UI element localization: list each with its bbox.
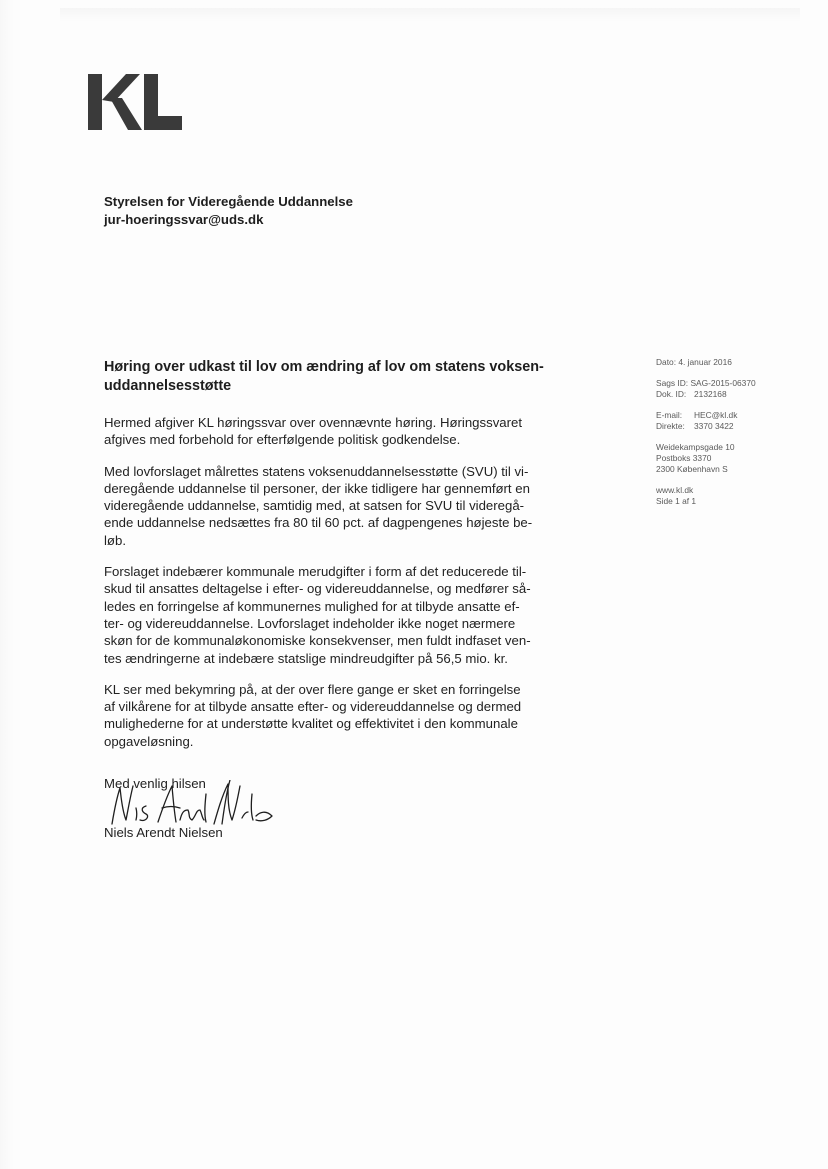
meta-dok-id-value: 2132168 — [694, 388, 727, 399]
body-line: mulighederne for at understøtte kvalitet og effektivitet i den kommunale — [104, 716, 518, 732]
closing-greeting: Med venlig hilsen — [104, 776, 206, 791]
scan-shadow-left — [0, 0, 14, 1169]
kl-logo-mark — [88, 70, 184, 134]
body-line: skøn for de kommunaløkonomiske konsekvenser, men fuldt indfaset ven- — [104, 633, 531, 649]
scan-shadow-top — [60, 8, 800, 22]
meta-date-group — [656, 357, 756, 368]
meta-web-group — [656, 485, 756, 507]
letter-subject — [104, 358, 554, 396]
kl-logo — [88, 70, 184, 134]
body-line: af vilkårene for at tilbyde ansatte efter- og videreuddannelse og dermed — [104, 699, 522, 715]
meta-phone-value: 3370 3422 — [694, 420, 734, 431]
body-line: videregående uddannelse, samtidig med, at satsen for SVU til videregå- — [104, 498, 525, 514]
meta-ids-group — [656, 378, 756, 400]
meta-dok-id-label: Dok. ID: — [656, 388, 687, 399]
body-line: afgives med forbehold for efterfølgende politisk godkendelse. — [104, 432, 461, 448]
handwritten-signature — [102, 780, 277, 828]
meta-phone-label: Direkte: — [656, 420, 685, 431]
meta-date: Dato: 4. januar 2016 — [656, 357, 732, 367]
body-line: opgaveløsning. — [104, 733, 194, 749]
signer-name: Niels Arendt Nielsen — [104, 825, 223, 840]
body-line: Forslaget indebærer kommunale merudgifter i form af det reducerede til- — [104, 564, 527, 580]
body-line: tes ændringerne at indebære statslige mindreudgifter på 56,5 mio. kr. — [104, 650, 508, 666]
body-line: ende uddannelse nedsættes fra 80 til 60 pct. af dagpengenes højeste be- — [104, 515, 533, 531]
meta-address-city: 2300 København S — [656, 463, 728, 474]
body-line: Hermed afgiver KL høringssvar over ovennævnte høring. Høringssvaret — [104, 415, 523, 430]
body-paragraph-3 — [104, 563, 544, 667]
body-paragraph-4 — [104, 681, 544, 750]
body-line: KL ser med bekymring på, at der over flere gange er sket en forringelse — [104, 681, 521, 697]
meta-contact-group — [656, 410, 756, 432]
meta-page-number: Side 1 af 1 — [656, 495, 697, 506]
body-line: Med lovforslaget målrettes statens voksenuddannelsesstøtte (SVU) til vi- — [104, 463, 529, 479]
body-line: løb. — [104, 532, 126, 548]
meta-sags-id: Sags ID: SAG-2015-06370 — [656, 377, 756, 388]
meta-address-group — [656, 442, 756, 476]
subject-line-1: Høring over udkast til lov om ændring af lov om statens voksen- — [104, 359, 544, 375]
body-line: ledes en forringelse af kommunernes mulighed for at tilbyde ansatte ef- — [104, 598, 520, 614]
meta-address-street: Weidekampsgade 10 — [656, 441, 735, 452]
meta-phone — [656, 421, 756, 432]
meta-email-value: HEC@kl.dk — [694, 409, 738, 420]
body-paragraph-1 — [104, 414, 544, 449]
letter-metadata — [656, 357, 756, 517]
recipient-name: Styrelsen for Videregående Uddannelse — [104, 194, 353, 209]
letter-body — [104, 414, 544, 764]
body-line: deregående uddannelse til personer, der ikke tidligere har gennemført en — [104, 480, 530, 496]
subject-line-2: uddannelsesstøtte — [104, 378, 232, 394]
meta-dok-id — [656, 389, 756, 400]
meta-email — [656, 410, 756, 421]
meta-email-label: E-mail: — [656, 409, 683, 420]
meta-address-postbox: Postboks 3370 — [656, 452, 712, 463]
recipient-block — [104, 193, 353, 229]
body-line: ter- og videreuddannelse. Lovforslaget indeholder ikke noget nærmere — [104, 615, 516, 631]
body-paragraph-2 — [104, 463, 544, 549]
body-line: skud til ansattes deltagelse i efter- og videreuddannelse, og medfører så- — [104, 581, 531, 597]
meta-website: www.kl.dk — [656, 484, 694, 495]
recipient-email: jur-hoeringssvar@uds.dk — [104, 212, 264, 227]
